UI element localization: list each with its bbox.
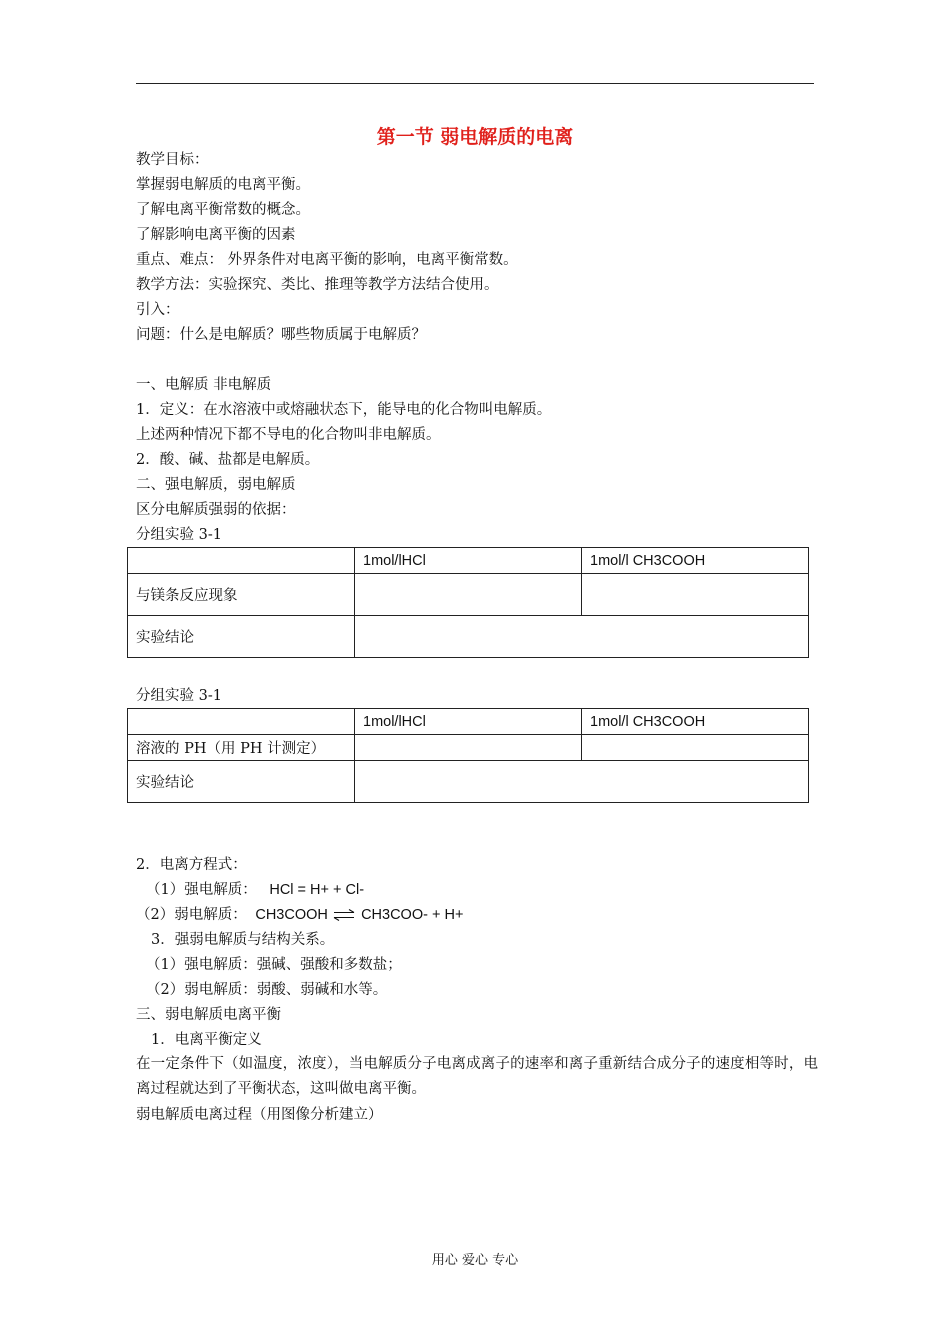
- weak-equation-right: CH3COO- + H+: [361, 907, 464, 923]
- table-row: [128, 616, 809, 658]
- table-row: [128, 574, 809, 616]
- strong-label: （1）强电解质：: [146, 882, 257, 898]
- page-footer: 用心 爱心 专心: [431, 1253, 519, 1268]
- question-text: 问题：什么是电解质？哪些物质属于电解质？: [136, 327, 426, 343]
- table-header-cell: 1mol/l CH3COOH: [582, 709, 809, 735]
- weak-equation-left: CH3COOH: [255, 907, 328, 923]
- ionization-process-line: 弱电解质电离过程（用图像分析建立）: [136, 1107, 383, 1123]
- row-label: 实验结论: [128, 616, 355, 658]
- experiment-2-caption: 分组实验 3-1: [136, 688, 222, 704]
- structure-strong: （1）强电解质：强碱、强酸和多数盐；: [146, 957, 402, 973]
- teaching-method: 教学方法：实验探究、类比、推理等教学方法结合使用。: [136, 277, 499, 293]
- acid-base-salt-note: 2．酸、碱、盐都是电解质。: [136, 452, 320, 468]
- empty-cell: [355, 735, 582, 761]
- page-title: 第一节 弱电解质的电离: [376, 126, 574, 148]
- experiment-1-caption: 分组实验 3-1: [136, 527, 222, 543]
- key-points: 重点、难点： 外界条件对电离平衡的影响，电离平衡常数。: [136, 252, 518, 268]
- table-row: [128, 761, 809, 803]
- row-label: 与镁条反应现象: [128, 574, 355, 616]
- teaching-goals-label: 教学目标：: [136, 152, 209, 168]
- strong-equation: HCl = H+ + Cl-: [269, 882, 365, 898]
- goal-2: 了解电离平衡常数的概念。: [136, 202, 310, 218]
- section-heading-equilibrium: 三、弱电解质电离平衡: [136, 1007, 281, 1023]
- ionization-equation-heading: 2．电离方程式：: [136, 857, 247, 873]
- table-header-row: [128, 709, 809, 735]
- introduction-label: 引入：: [136, 302, 180, 318]
- equilibrium-definition: 在一定条件下（如温度，浓度），当电解质分子电离成离子的速率和离子重新结合成分子的速度相等时，电离过程就达到了平衡状态，这叫做电离平衡。: [136, 1056, 818, 1097]
- table-header-cell: 1mol/lHCl: [355, 548, 582, 574]
- table-header-cell: [128, 709, 355, 735]
- table-header-cell: [128, 548, 355, 574]
- table-header-cell: 1mol/lHCl: [355, 709, 582, 735]
- table-row: [128, 735, 809, 761]
- experiment-1-table: [127, 547, 809, 658]
- weak-electrolyte-equation: [136, 906, 463, 924]
- goal-3: 了解影响电离平衡的因素: [136, 227, 296, 243]
- structure-weak: （2）弱电解质：弱酸、弱碱和水等。: [146, 982, 388, 998]
- empty-cell: [582, 574, 809, 616]
- table-header-row: [128, 548, 809, 574]
- header-rule: [136, 83, 814, 84]
- section-heading-strong-weak: 二、强电解质，弱电解质: [136, 477, 296, 493]
- empty-cell: [355, 616, 809, 658]
- weak-label: （2）弱电解质：: [136, 907, 247, 923]
- empty-cell: [582, 735, 809, 761]
- section-heading-electrolyte: 一、电解质 非电解质: [136, 377, 272, 393]
- empty-cell: [355, 761, 809, 803]
- strong-electrolyte-equation: [146, 881, 364, 899]
- empty-cell: [355, 574, 582, 616]
- basis-label: 区分电解质强弱的依据：: [136, 502, 296, 518]
- definition-electrolyte: 1．定义：在水溶液中或熔融状态下，能导电的化合物叫电解质。: [136, 402, 552, 418]
- experiment-2-table: [127, 708, 809, 803]
- reversible-arrow-icon: [333, 909, 355, 921]
- row-label: 溶液的 PH（用 PH 计测定）: [128, 735, 355, 761]
- structure-relation-heading: 3．强弱电解质与结构关系。: [151, 932, 335, 948]
- row-label: 实验结论: [128, 761, 355, 803]
- definition-nonelectrolyte: 上述两种情况下都不导电的化合物叫非电解质。: [136, 427, 441, 443]
- table-header-cell: 1mol/l CH3COOH: [582, 548, 809, 574]
- goal-1: 掌握弱电解质的电离平衡。: [136, 177, 310, 193]
- equilibrium-definition-heading: 1．电离平衡定义: [151, 1032, 262, 1048]
